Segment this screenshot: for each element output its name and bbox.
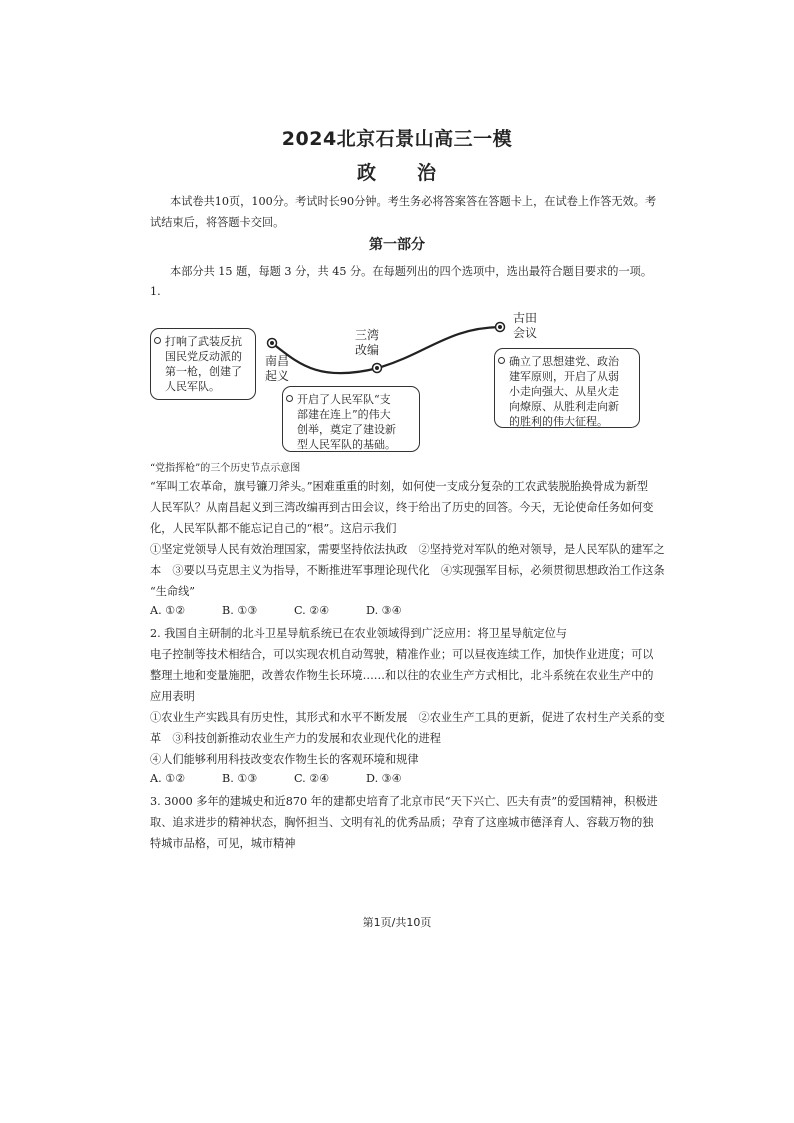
q1-option-c[interactable]: C. ②④ bbox=[294, 604, 330, 617]
node-sanwan-line-2: 改编 bbox=[354, 343, 379, 357]
q2-option-d[interactable]: D. ③④ bbox=[366, 772, 402, 785]
node-gutian bbox=[510, 311, 540, 341]
part1-intro: 本部分共 15 题，每题 3 分，共 45 分。在每题列出的四个选项中，选出最符合题目要求的一项。 bbox=[170, 265, 653, 278]
box-nanchang-line-1: 打响了武装反抗 bbox=[165, 335, 242, 348]
q3-stem-line-1: 3. 3000 多年的建城史和近870 年的建都史培育了北京市民“天下兴亡、匹夫有责”的爱国精神，积极进 bbox=[150, 795, 658, 808]
node-sanwan-line-1: 三湾 bbox=[354, 328, 379, 342]
node-gutian-line-1: 古田 bbox=[512, 311, 537, 325]
node-sanwan bbox=[351, 328, 383, 358]
node-nanchang-line-2: 起义 bbox=[264, 369, 289, 383]
part1-heading: 第一部分 bbox=[369, 237, 425, 253]
box-nanchang-line-3: 第一枪，创建了 bbox=[165, 365, 242, 378]
diagram-caption: “党指挥枪”的三个历史节点示意图 bbox=[150, 463, 301, 474]
node-gutian-line-2: 会议 bbox=[512, 326, 537, 340]
instructions-line-1: 本试卷共10页，100分。考试时长90分钟。考生务必将答案答在答题卡上，在试卷上作答无效。考 bbox=[170, 195, 657, 208]
q2-stem-line-4: 应用表明 bbox=[150, 690, 195, 703]
node-nanchang-line-1: 南昌 bbox=[264, 354, 289, 368]
q2-option-b[interactable]: B. ①③ bbox=[222, 772, 258, 785]
box-nanchang-line-2: 国民党反动派的 bbox=[165, 350, 242, 363]
q1-option-a[interactable]: A. ①② bbox=[150, 604, 186, 617]
box-gutian-line-1: 确立了思想建党、政治 bbox=[509, 355, 619, 368]
bullet-icon bbox=[286, 395, 293, 402]
question-1-number: 1. bbox=[150, 285, 161, 298]
bullet-icon bbox=[498, 357, 505, 364]
box-gutian-line-5: 的胜利的伟大征程。 bbox=[509, 415, 608, 428]
q1-statement-line-1: ①坚定党领导人民有效治理国家，需要坚持依法执政 ②坚持党对军队的绝对领导，是人民军队的建军之 bbox=[150, 543, 665, 556]
q1-statement-line-2: 本 ③要以马克思主义为指导，不断推进军事理论现代化 ④实现强军目标，必须贯彻思想政治工作这条 bbox=[150, 564, 665, 577]
q1-statement-line-3: “生命线” bbox=[150, 585, 196, 598]
q1-option-b[interactable]: B. ①③ bbox=[222, 604, 258, 617]
box-sanwan-line-2: 部建在连上”的伟大 bbox=[297, 408, 391, 421]
box-sanwan-line-4: 型人民军队的基础。 bbox=[297, 438, 396, 451]
timeline-diagram bbox=[148, 308, 648, 456]
q2-option-c[interactable]: C. ②④ bbox=[294, 772, 330, 785]
q2-statement-line-1: ①农业生产实践具有历史性，其形式和水平不断发展 ②农业生产工具的更新，促进了农村生产关系的变 bbox=[150, 711, 665, 724]
q2-option-a[interactable]: A. ①② bbox=[150, 772, 186, 785]
q1-stem-line-1: “军叫工农革命，旗号镰刀斧头。”困难重重的时刻，如何使一支成分复杂的工农武装脱胎换骨成为新型 bbox=[150, 480, 649, 493]
q3-stem-line-2: 取、追求进步的精神状态，胸怀担当、文明有礼的优秀品质；孕育了这座城市德泽育人、容载万物的独 bbox=[150, 816, 654, 829]
box-gutian-line-3: 小走向强大、从星火走 bbox=[509, 385, 619, 398]
box-gutian bbox=[494, 348, 640, 428]
box-nanchang bbox=[150, 328, 256, 400]
box-sanwan bbox=[282, 386, 420, 452]
q1-option-d[interactable]: D. ③④ bbox=[366, 604, 402, 617]
box-gutian-line-4: 向燎原、从胜利走向新 bbox=[509, 400, 619, 413]
box-sanwan-line-1: 开启了人民军队“支 bbox=[297, 393, 391, 406]
box-gutian-line-2: 建军原则，开启了从弱 bbox=[509, 370, 619, 383]
q2-options bbox=[150, 772, 438, 785]
q2-stem-line-3: 整理土地和变量施肥，改善农作物生长环境……和以往的农业生产方式相比，北斗系统在农业生产中的 bbox=[150, 669, 654, 682]
q2-stem-line-1: 2. 我国自主研制的北斗卫星导航系统已在农业领域得到广泛应用：将卫星导航定位与 bbox=[150, 627, 567, 640]
q2-statement-line-2: 革 ③科技创新推动农业生产力的发展和农业现代化的进程 bbox=[150, 732, 441, 745]
bullet-icon bbox=[154, 337, 161, 344]
subject-title: 政 治 bbox=[356, 162, 437, 184]
q3-stem-line-3: 特城市品格，可见，城市精神 bbox=[150, 837, 296, 850]
q2-statement-line-3: ④人们能够利用科技改变农作物生长的客观环境和规律 bbox=[150, 753, 419, 766]
instructions-line-2: 试结束后，将答题卡交回。 bbox=[150, 216, 285, 229]
box-sanwan-line-3: 创举，奠定了建设新 bbox=[297, 423, 396, 436]
q1-stem-line-3: 化，人民军队都不能忘记自己的“根”。这启示我们 bbox=[150, 522, 397, 535]
q1-stem-line-2: 人民军队？从南昌起义到三湾改编再到古田会议，终于给出了历史的回答。今天，无论使命任务如何变 bbox=[150, 501, 654, 514]
box-nanchang-line-4: 人民军队。 bbox=[165, 380, 220, 393]
exam-title: 2024北京石景山高三一模 bbox=[281, 128, 513, 150]
q1-options bbox=[150, 604, 438, 617]
q2-stem-line-2: 电子控制等技术相结合，可以实现农机自动驾驶，精准作业；可以昼夜连续工作，加快作业进度；可以 bbox=[150, 648, 654, 661]
node-nanchang bbox=[262, 354, 292, 384]
page-footer: 第1页/共10页 bbox=[362, 916, 432, 929]
